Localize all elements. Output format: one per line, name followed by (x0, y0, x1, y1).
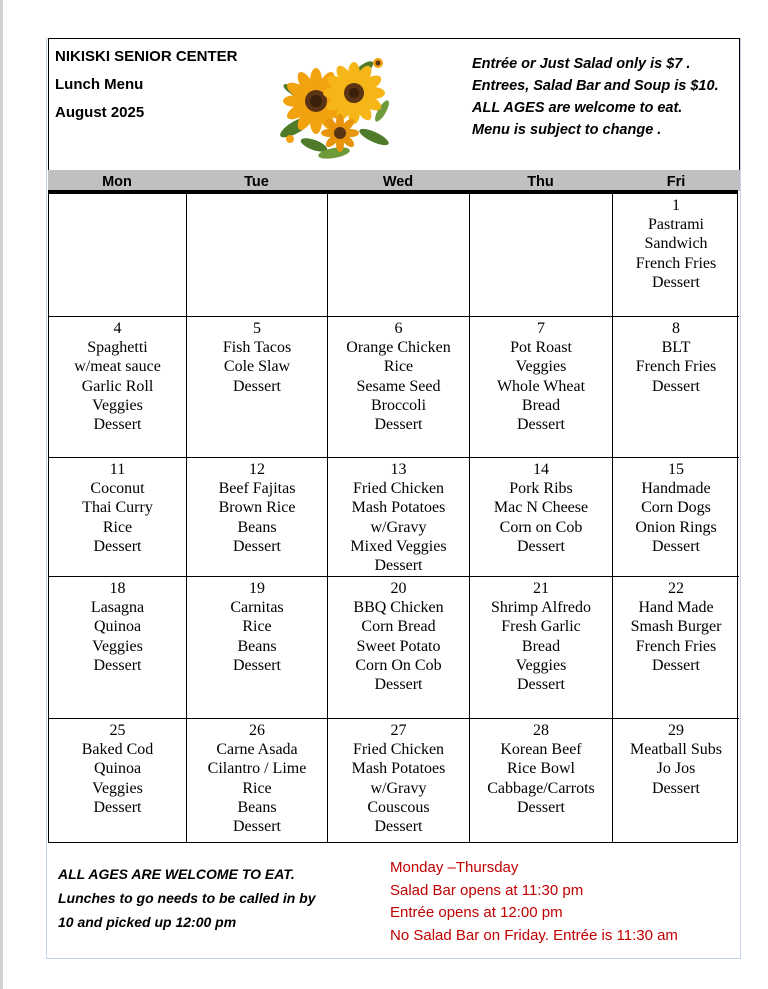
pricing-line-full: Entrees, Salad Bar and Soup is $10. (472, 78, 719, 94)
day-cell-fri (613, 719, 739, 842)
footer-schedule (390, 857, 730, 947)
menu-item: Fish Tacos (222, 339, 292, 357)
day-header-fri: Fri (666, 174, 686, 190)
menu-item: Rice (242, 779, 272, 797)
menu-item: Bread (521, 637, 561, 655)
menu-item: Veggies (92, 637, 143, 655)
date-number: 7 (537, 320, 545, 337)
date-number: 26 (249, 722, 265, 739)
menu-item: w/Gravy (370, 779, 427, 797)
date-number: 4 (113, 320, 122, 337)
date-number: 27 (390, 722, 407, 739)
menu-item: Thai Curry (82, 499, 153, 517)
day-cell-wed (328, 719, 470, 842)
menu-item: BLT (661, 339, 691, 357)
day-cell-thu (470, 577, 613, 719)
menu-item: Dessert (517, 537, 565, 555)
day-header-mon: Mon (102, 174, 132, 190)
menu-item: Rice (102, 518, 133, 536)
menu-item: Quinoa (93, 760, 142, 778)
menu-item: Mash Potatoes (351, 499, 446, 517)
menu-item: Rice (383, 358, 414, 376)
menu-item: Garlic Roll (81, 377, 154, 395)
day-cell-tue (187, 194, 328, 317)
schedule-days: Monday –Thursday (390, 859, 519, 876)
menu-item: Hand Made (638, 599, 714, 617)
page-left-edge (0, 0, 3, 989)
menu-item: Orange Chicken (346, 339, 451, 357)
date-number: 5 (253, 320, 261, 337)
date-number: 13 (390, 461, 407, 478)
day-header-thu: Thu (527, 174, 554, 190)
menu-item: Veggies (92, 779, 143, 797)
date-number: 14 (533, 461, 549, 478)
menu-item: Dessert (233, 818, 281, 836)
menu-item: Fried Chicken (352, 741, 445, 759)
date-number: 1 (672, 197, 680, 214)
day-cell-wed (328, 317, 470, 458)
pricing-line-salad: Entrée or Just Salad only is $7 . (472, 56, 691, 72)
footer-all-ages: ALL AGES ARE WELCOME TO EAT. (58, 866, 295, 882)
menu-item: Beans (237, 637, 277, 655)
menu-item: w/Gravy (370, 518, 427, 536)
menu-item: Cilantro / Lime (207, 760, 307, 778)
change-notice: Menu is subject to change . (472, 122, 662, 138)
menu-item: Dessert (93, 798, 142, 816)
menu-item: Fresh Garlic (501, 618, 581, 636)
day-cell-tue (187, 719, 328, 842)
day-cell-wed (328, 194, 470, 317)
menu-item: Dessert (233, 377, 281, 395)
day-cell-mon (49, 458, 187, 577)
day-cell-tue (187, 577, 328, 719)
day-cell-mon (49, 194, 187, 317)
day-cell-mon (49, 719, 187, 842)
menu-item: Beans (237, 798, 277, 816)
menu-item: Dessert (652, 273, 700, 291)
day-cell-wed (328, 458, 470, 577)
date-number: 20 (390, 580, 407, 597)
menu-item: Pork Ribs (509, 480, 573, 498)
schedule-entree: Entrée opens at 12:00 pm (390, 904, 563, 921)
menu-item: Veggies (92, 396, 143, 414)
menu-item: French Fries (635, 254, 717, 272)
date-number: 25 (109, 722, 126, 739)
schedule-friday: No Salad Bar on Friday. Entrée is 11:30 am (390, 926, 678, 944)
footer-to-go-line2: 10 and picked up 12:00 pm (58, 914, 237, 930)
schedule-salad-bar: Salad Bar opens at 11:30 pm (390, 881, 584, 899)
menu-item: Dessert (374, 818, 423, 836)
menu-item: Dessert (93, 656, 142, 674)
menu-item: Lasagna (90, 599, 145, 617)
menu-item: Meatball Subs (630, 741, 722, 759)
menu-item: Bread (521, 396, 561, 414)
menu-item: Onion Rings (635, 518, 717, 536)
menu-item: Dessert (93, 537, 142, 555)
date-number: 11 (109, 461, 126, 478)
menu-item: Korean Beef (500, 741, 582, 759)
menu-item: Rice (242, 618, 272, 636)
menu-item: Sesame Seed (356, 377, 441, 395)
date-number: 15 (668, 461, 684, 478)
footer-notes (58, 862, 368, 934)
menu-item: Sweet Potato (356, 637, 441, 655)
menu-item: Smash Burger (630, 618, 722, 636)
header-title-block (55, 43, 270, 127)
day-cell-thu (470, 719, 613, 842)
menu-item: Mash Potatoes (351, 760, 446, 778)
menu-item: Rice Bowl (507, 760, 575, 778)
day-cell-thu (470, 317, 613, 458)
menu-item: Sandwich (644, 235, 708, 253)
day-cell-fri (613, 458, 739, 577)
menu-item: Coconut (90, 480, 145, 498)
date-number: 21 (533, 580, 549, 597)
menu-item: Dessert (374, 557, 423, 575)
menu-header (48, 38, 740, 170)
date-number: 12 (249, 461, 265, 478)
menu-item: Brown Rice (218, 499, 296, 517)
menu-item: Beans (237, 518, 277, 536)
day-cell-mon (49, 577, 187, 719)
date-number: 29 (668, 722, 684, 739)
menu-item: Beef Fajitas (218, 480, 296, 498)
center-name: NIKISKI SENIOR CENTER (55, 48, 238, 65)
menu-item: Shrimp Alfredo (491, 599, 591, 617)
menu-item: Couscous (367, 798, 430, 816)
menu-item: Handmade (641, 480, 711, 498)
day-header-wed: Wed (382, 174, 414, 190)
menu-item: Quinoa (93, 618, 142, 636)
pricing-info (472, 53, 740, 141)
day-cell-wed (328, 577, 470, 719)
menu-item: French Fries (635, 358, 717, 376)
menu-item: Fried Chicken (352, 480, 445, 498)
menu-item: Dessert (652, 656, 700, 674)
day-header-tue: Tue (244, 174, 269, 190)
menu-item: Cabbage/Carrots (487, 779, 595, 797)
day-cell-thu (470, 194, 613, 317)
date-number: 22 (668, 580, 684, 597)
date-number: 18 (109, 580, 126, 597)
menu-item: Jo Jos (656, 760, 696, 778)
menu-item: Carnitas (230, 599, 284, 617)
day-cell-fri (613, 194, 739, 317)
day-cell-fri (613, 577, 739, 719)
menu-item: Dessert (652, 377, 700, 395)
all-ages-note: ALL AGES are welcome to eat. (472, 100, 683, 116)
menu-item: French Fries (635, 637, 717, 655)
menu-item: Dessert (517, 798, 565, 816)
menu-calendar-grid (48, 194, 738, 843)
menu-item: Mixed Veggies (350, 537, 447, 555)
day-cell-tue (187, 458, 328, 577)
weekday-header (48, 170, 740, 191)
menu-item: Veggies (515, 358, 567, 376)
menu-item: Whole Wheat (496, 377, 586, 395)
menu-item: Spaghetti (87, 339, 148, 357)
date-number: 6 (394, 320, 403, 337)
menu-item: Dessert (652, 537, 700, 555)
sunflower-bouquet-icon (274, 41, 400, 167)
date-number: 8 (672, 320, 680, 337)
day-cell-mon (49, 317, 187, 458)
menu-item: Baked Cod (81, 741, 154, 759)
date-number: 28 (533, 722, 549, 739)
footer-to-go-line1: Lunches to go needs to be called in by (58, 890, 316, 906)
menu-item: Corn Dogs (641, 499, 711, 517)
menu-item: Pot Roast (510, 339, 572, 357)
menu-item: Cole Slaw (223, 358, 291, 376)
day-cell-tue (187, 317, 328, 458)
menu-month: August 2025 (55, 104, 145, 121)
menu-item: Dessert (93, 416, 142, 434)
menu-item: Carne Asada (216, 741, 298, 759)
date-number: 19 (249, 580, 265, 597)
menu-item: Dessert (517, 676, 565, 694)
menu-item: Corn On Cob (355, 656, 442, 674)
day-cell-thu (470, 458, 613, 577)
menu-item: Dessert (652, 779, 700, 797)
menu-item: Dessert (233, 537, 281, 555)
menu-title: Lunch Menu (55, 76, 144, 93)
menu-item: BBQ Chicken (353, 599, 444, 617)
menu-item: Veggies (515, 656, 567, 674)
menu-item: Corn Bread (361, 618, 436, 636)
menu-item: Dessert (517, 416, 565, 434)
menu-item: Mac N Cheese (493, 499, 589, 517)
menu-item: w/meat sauce (74, 358, 161, 376)
menu-item: Dessert (233, 656, 281, 674)
menu-item: Dessert (374, 416, 423, 434)
menu-item: Pastrami (648, 216, 704, 234)
menu-item: Broccoli (370, 396, 427, 414)
day-cell-fri (613, 317, 739, 458)
menu-item: Dessert (374, 676, 423, 694)
menu-item: Corn on Cob (499, 518, 583, 536)
